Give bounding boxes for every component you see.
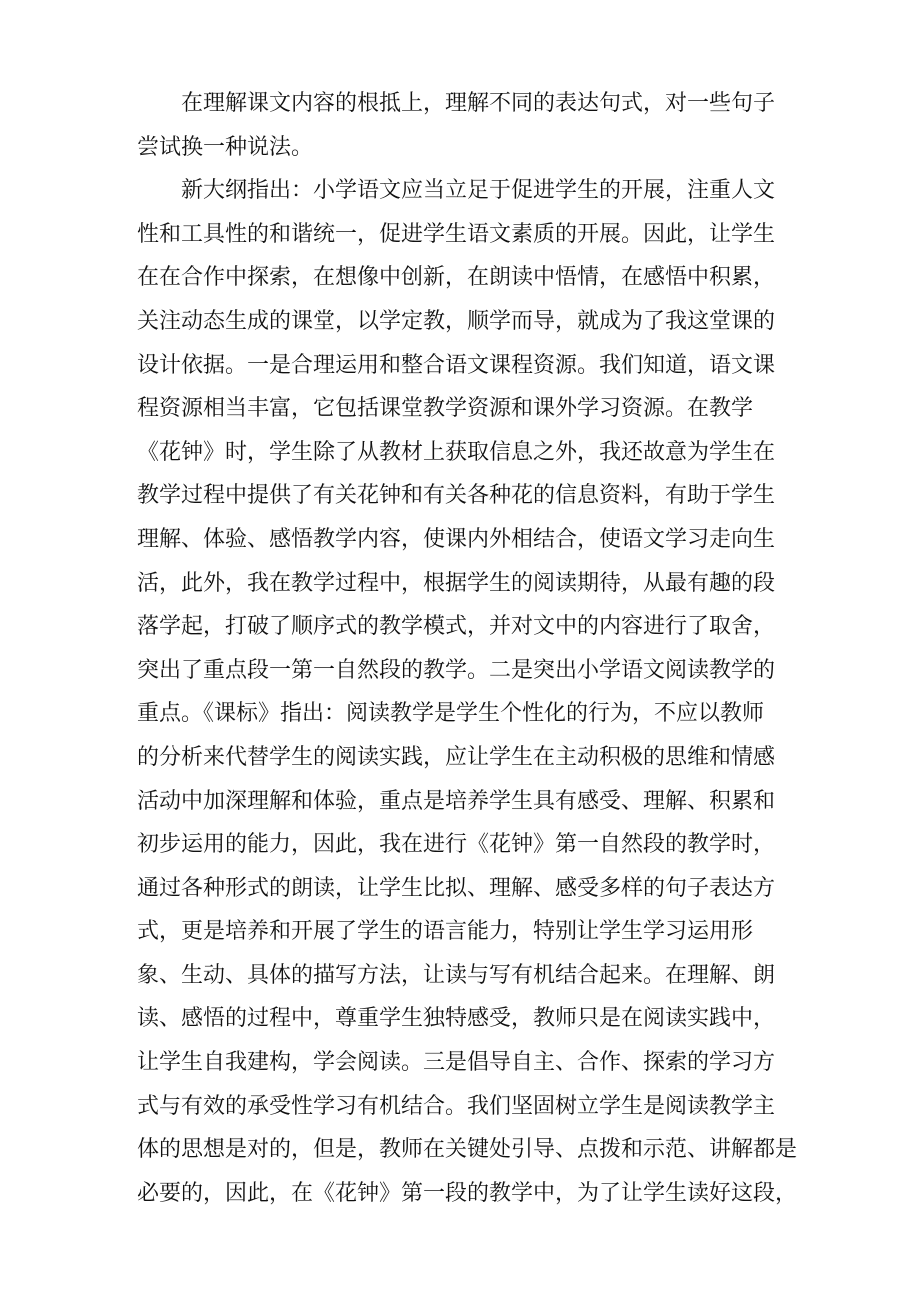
text-line: 教学过程中提供了有关花钟和有关各种花的信息资料，有助于学生 [137, 483, 776, 509]
text-line: 通过各种形式的朗读，让学生比拟、理解、感受多样的句子表达方 [137, 875, 776, 901]
text-line: 活，此外，我在教学过程中，根据学生的阅读期待，从最有趣的段 [137, 570, 776, 596]
text-line: 让学生自我建构，学会阅读。三是倡导自主、合作、探索的学习方 [137, 1050, 776, 1076]
text-line: 必要的，因此，在《花钟》第一段的教学中，为了让学生读好这段， [137, 1180, 798, 1206]
text-line: 重点。《课标》指出：阅读教学是学生个性化的行为，不应以教师 [137, 701, 765, 727]
body-text [137, 82, 798, 1215]
text-line: 《花钟》时，学生除了从教材上获取信息之外，我还故意为学生在 [137, 439, 776, 465]
text-line: 式，更是培养和开展了学生的语言能力，特别让学生学习运用形 [137, 919, 754, 945]
text-line: 在在合作中探索，在想像中创新，在朗读中悟情，在感悟中积累， [137, 265, 776, 291]
text-line: 程资源相当丰富，它包括课堂教学资源和课外学习资源。在教学 [137, 396, 754, 422]
text-line: 落学起，打破了顺序式的教学模式，并对文中的内容进行了取舍， [137, 614, 776, 640]
text-line: 关注动态生成的课堂，以学定教，顺学而导，就成为了我这堂课的 [137, 308, 776, 334]
text-line: 设计依据。一是合理运用和整合语文课程资源。我们知道，语文课 [137, 352, 776, 378]
text-line: 尝试换一种说法。 [137, 134, 314, 160]
text-line: 初步运用的能力，因此，我在进行《花钟》第一自然段的教学时， [137, 832, 776, 858]
text-line: 新大纲指出：小学语文应当立足于促进学生的开展，注重人文 [181, 178, 776, 204]
text-line: 象、生动、具体的描写方法，让读与写有机结合起来。在理解、朗 [137, 962, 776, 988]
text-line: 突出了重点段一第一自然段的教学。二是突出小学语文阅读教学的 [137, 657, 776, 683]
text-line: 体的思想是对的，但是，教师在关键处引导、点拨和示范、讲解都是 [137, 1137, 798, 1163]
text-line: 理解、体验、感悟教学内容，使课内外相结合，使语文学习走向生 [137, 526, 776, 552]
text-line: 活动中加深理解和体验，重点是培养学生具有感受、理解、积累和 [137, 788, 776, 814]
text-line: 性和工具性的和谐统一，促进学生语文素质的开展。因此，让学生 [137, 221, 776, 247]
text-line: 的分析来代替学生的阅读实践，应让学生在主动积极的思维和情感 [137, 744, 776, 770]
text-line: 式与有效的承受性学习有机结合。我们坚固树立学生是阅读教学主 [137, 1093, 776, 1119]
text-line: 在理解课文内容的根抵上，理解不同的表达句式，对一些句子 [181, 91, 776, 116]
text-line: 读、感悟的过程中，尊重学生独特感受，教师只是在阅读实践中， [137, 1006, 776, 1032]
